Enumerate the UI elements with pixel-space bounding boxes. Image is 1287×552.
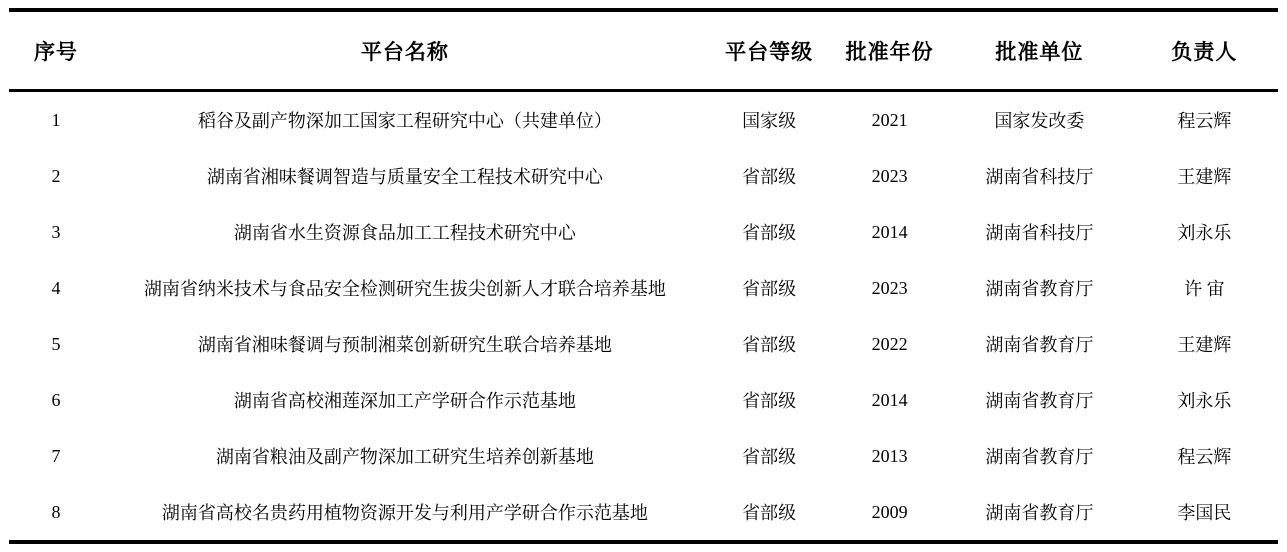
cell-name: 湖南省纳米技术与食品安全检测研究生拔尖创新人才联合培养基地 bbox=[143, 279, 666, 299]
cell-level: 省部级 bbox=[742, 503, 797, 523]
header-cell-level: 平台等级 bbox=[725, 40, 814, 64]
cell-approver: 湖南省科技厅 bbox=[985, 167, 1094, 187]
cell-year: 2023 bbox=[871, 277, 908, 298]
cell-no: 4 bbox=[51, 277, 61, 298]
table-row bbox=[9, 148, 1278, 204]
cell-year: 2022 bbox=[871, 333, 908, 354]
cell-level: 国家级 bbox=[742, 111, 797, 131]
header-cell-no: 序号 bbox=[33, 40, 78, 64]
header-row bbox=[9, 10, 1278, 91]
table-row bbox=[9, 204, 1278, 260]
cell-approver: 湖南省教育厅 bbox=[985, 503, 1094, 523]
table-row bbox=[9, 428, 1278, 484]
cell-name: 湖南省高校湘莲深加工产学研合作示范基地 bbox=[233, 391, 576, 411]
cell-name: 稻谷及副产物深加工国家工程研究中心（共建单位） bbox=[197, 111, 612, 131]
cell-no: 8 bbox=[51, 501, 61, 522]
table-row bbox=[9, 316, 1278, 372]
cell-year: 2021 bbox=[871, 109, 908, 130]
research-platform-table bbox=[9, 8, 1278, 544]
platform-table-container bbox=[9, 8, 1278, 544]
cell-no: 1 bbox=[51, 109, 61, 130]
header-cell-head: 负责人 bbox=[1171, 40, 1238, 64]
cell-head: 程云辉 bbox=[1177, 447, 1232, 467]
cell-year: 2014 bbox=[871, 221, 908, 242]
header-cell-approver: 批准单位 bbox=[995, 40, 1084, 64]
cell-year: 2014 bbox=[871, 389, 908, 410]
cell-name: 湖南省粮油及副产物深加工研究生培养创新基地 bbox=[215, 447, 594, 467]
cell-approver: 湖南省教育厅 bbox=[985, 279, 1094, 299]
cell-year: 2013 bbox=[871, 445, 908, 466]
cell-no: 6 bbox=[51, 389, 61, 410]
cell-year: 2009 bbox=[871, 501, 908, 522]
header-cell-name: 平台名称 bbox=[360, 40, 449, 64]
cell-no: 5 bbox=[51, 333, 61, 354]
cell-name: 湖南省高校名贵药用植物资源开发与利用产学研合作示范基地 bbox=[161, 503, 648, 523]
table-row bbox=[9, 260, 1278, 316]
cell-level: 省部级 bbox=[742, 223, 797, 243]
header-cell-year: 批准年份 bbox=[845, 40, 934, 64]
cell-head: 程云辉 bbox=[1177, 111, 1232, 131]
cell-head: 王建辉 bbox=[1177, 167, 1232, 187]
cell-head: 许 宙 bbox=[1184, 279, 1225, 299]
cell-no: 7 bbox=[51, 445, 61, 466]
table-header bbox=[9, 10, 1278, 91]
cell-approver: 湖南省教育厅 bbox=[985, 447, 1094, 467]
cell-level: 省部级 bbox=[742, 335, 797, 355]
cell-approver: 湖南省教育厅 bbox=[985, 391, 1094, 411]
cell-name: 湖南省水生资源食品加工工程技术研究中心 bbox=[233, 223, 576, 243]
table-row bbox=[9, 91, 1278, 149]
table-row bbox=[9, 372, 1278, 428]
cell-approver: 湖南省教育厅 bbox=[985, 335, 1094, 355]
cell-level: 省部级 bbox=[742, 279, 797, 299]
cell-approver: 湖南省科技厅 bbox=[985, 223, 1094, 243]
cell-head: 刘永乐 bbox=[1177, 223, 1232, 243]
cell-head: 刘永乐 bbox=[1177, 391, 1232, 411]
table-body bbox=[9, 91, 1278, 543]
cell-head: 李国民 bbox=[1177, 503, 1232, 523]
cell-level: 省部级 bbox=[742, 391, 797, 411]
cell-approver: 国家发改委 bbox=[994, 111, 1085, 131]
cell-no: 2 bbox=[51, 165, 61, 186]
table-row bbox=[9, 484, 1278, 542]
cell-name: 湖南省湘味餐调智造与质量安全工程技术研究中心 bbox=[206, 167, 603, 187]
cell-name: 湖南省湘味餐调与预制湘菜创新研究生联合培养基地 bbox=[197, 335, 612, 355]
cell-level: 省部级 bbox=[742, 447, 797, 467]
cell-no: 3 bbox=[51, 221, 61, 242]
cell-year: 2023 bbox=[871, 165, 908, 186]
cell-level: 省部级 bbox=[742, 167, 797, 187]
cell-head: 王建辉 bbox=[1177, 335, 1232, 355]
